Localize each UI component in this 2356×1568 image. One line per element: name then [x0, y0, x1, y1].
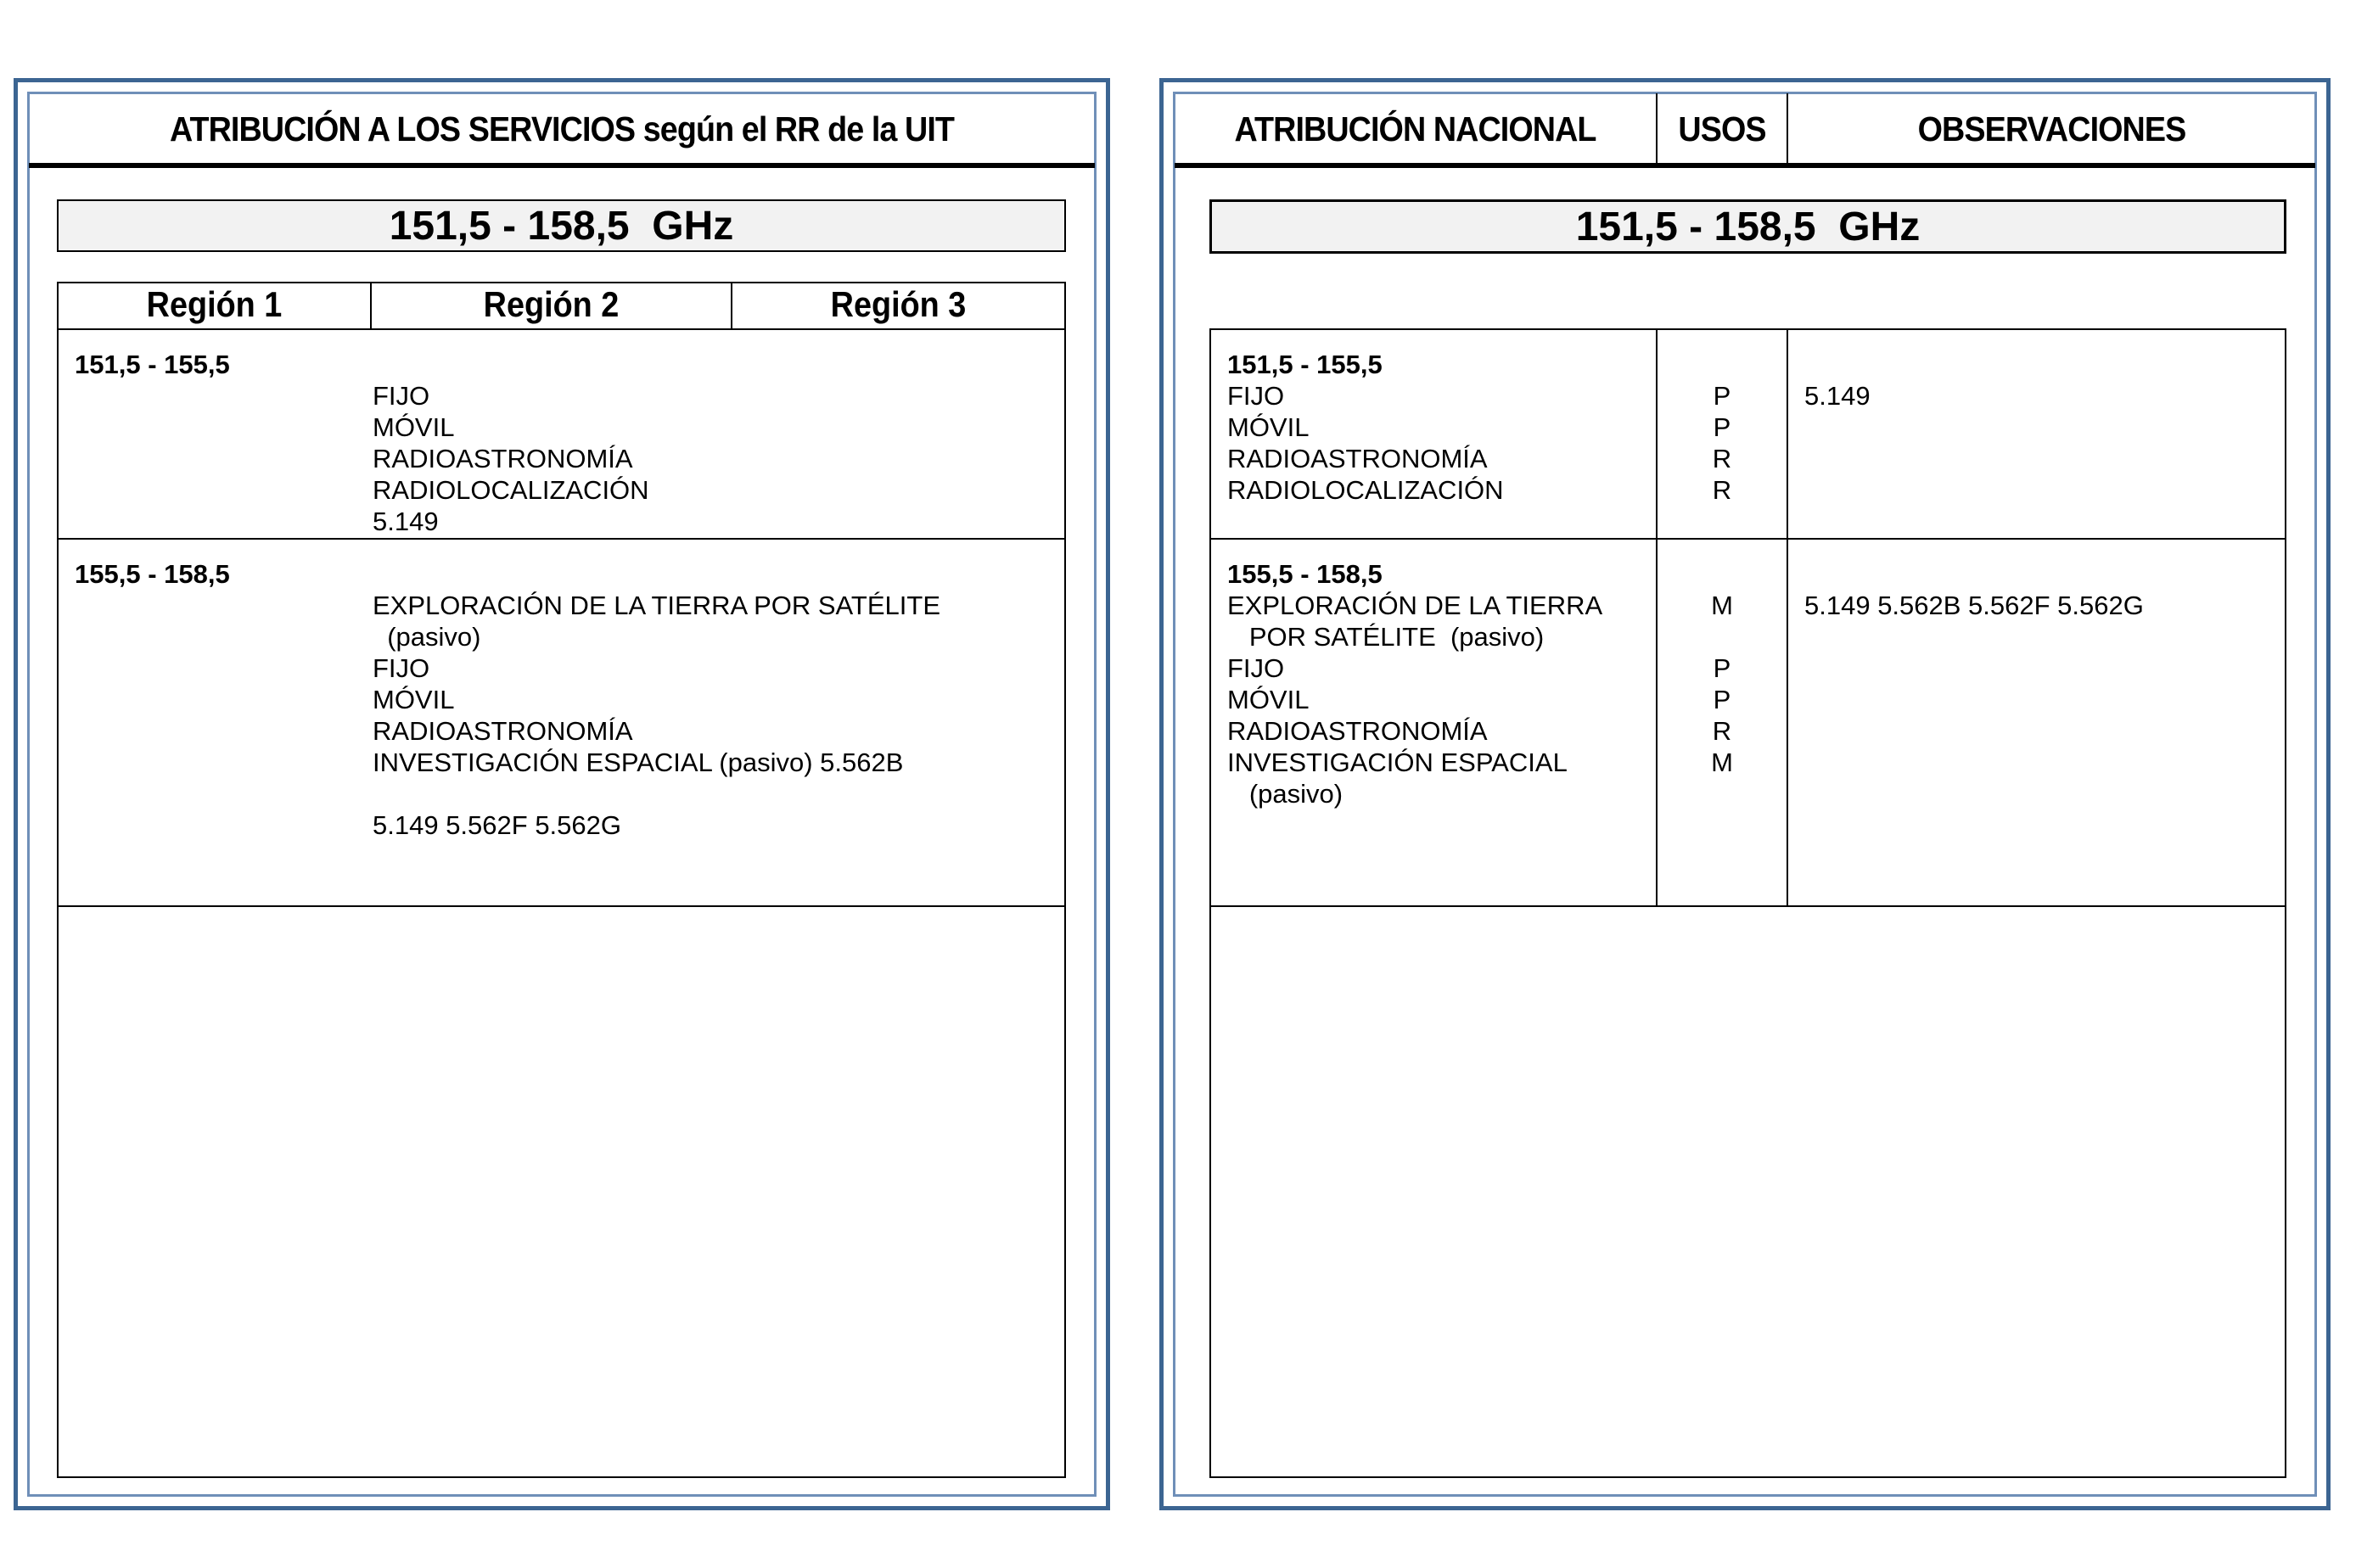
service-line: FIJO — [1227, 381, 1285, 411]
right-header-rule — [1175, 163, 2315, 168]
blank-line — [373, 778, 940, 809]
right-row-2-attribution — [1227, 558, 1602, 809]
left-row-divider-2 — [57, 905, 1066, 907]
service-line: INVESTIGACIÓN ESPACIAL — [1227, 748, 1568, 777]
service-line: INVESTIGACIÓN ESPACIAL (pasivo) 5.562B — [373, 748, 904, 777]
service-line: RADIOASTRONOMÍA — [373, 444, 633, 473]
region-divider-2 — [731, 282, 732, 329]
right-row-1-attribution — [1227, 349, 1504, 506]
uso-code — [1658, 621, 1787, 652]
service-line: (pasivo) — [373, 622, 481, 652]
uso-code: R — [1712, 475, 1732, 505]
left-band-title: 151,5 - 158,5 GHz — [57, 199, 1066, 252]
region-2-label: Región 2 — [483, 284, 620, 324]
uso-code: R — [1712, 444, 1732, 473]
service-line: POR SATÉLITE (pasivo) — [1227, 622, 1545, 652]
right-row-2-usos — [1658, 590, 1787, 778]
region-1-label: Región 1 — [146, 284, 283, 324]
service-line: MÓVIL — [1227, 412, 1310, 442]
service-line: RADIOASTRONOMÍA — [1227, 716, 1488, 746]
left-row-divider-1 — [57, 538, 1066, 540]
right-row-divider-1 — [1209, 538, 2286, 540]
service-line: RADIOASTRONOMÍA — [373, 716, 633, 746]
usos-header: USOS — [1678, 109, 1766, 148]
right-header-divider-1 — [1656, 93, 1658, 166]
service-line: EXPLORACIÓN DE LA TIERRA POR SATÉLITE — [373, 591, 940, 620]
uso-code: M — [1711, 748, 1733, 777]
frequency-range: 151,5 - 155,5 — [1227, 350, 1383, 379]
uso-code: P — [1713, 412, 1731, 442]
uso-code: M — [1711, 591, 1733, 620]
right-header-divider-2 — [1787, 93, 1788, 166]
left-header-rule — [29, 163, 1095, 168]
service-line: (pasivo) — [1227, 779, 1343, 809]
frequency-range: 155,5 - 158,5 — [1227, 559, 1383, 589]
left-block-1-services — [373, 380, 649, 537]
right-row-divider-2 — [1209, 905, 2286, 907]
footnote-line: 5.149 — [373, 507, 439, 536]
right-row-1-usos — [1658, 380, 1787, 506]
right-row-2-observaciones: 5.149 5.562B 5.562F 5.562G — [1804, 591, 2144, 620]
left-block-2-range: 155,5 - 158,5 — [75, 559, 230, 589]
right-band-title: 151,5 - 158,5 GHz — [1209, 199, 2286, 254]
uso-code: P — [1713, 685, 1731, 714]
service-line: MÓVIL — [373, 412, 455, 442]
footnote-line: 5.149 5.562F 5.562G — [373, 810, 622, 840]
region-divider-1 — [370, 282, 372, 329]
observaciones-header: OBSERVACIONES — [1917, 109, 2186, 148]
uso-code: P — [1713, 653, 1731, 683]
right-col-divider-2 — [1787, 328, 1788, 907]
left-block-2-services — [373, 590, 940, 841]
service-line: MÓVIL — [373, 685, 455, 714]
left-block-1-range: 151,5 - 155,5 — [75, 350, 230, 379]
service-line: FIJO — [373, 381, 430, 411]
left-panel-header: ATRIBUCIÓN A LOS SERVICIOS según el RR de la UIT — [169, 109, 955, 148]
service-line: FIJO — [373, 653, 430, 683]
service-line: FIJO — [1227, 653, 1285, 683]
service-line: RADIOLOCALIZACIÓN — [373, 475, 649, 505]
right-row-1-observaciones: 5.149 — [1804, 381, 1871, 411]
service-line: MÓVIL — [1227, 685, 1310, 714]
service-line: EXPLORACIÓN DE LA TIERRA — [1227, 591, 1603, 620]
uso-code: P — [1713, 381, 1731, 411]
service-line: RADIOLOCALIZACIÓN — [1227, 475, 1504, 505]
atribucion-nacional-header: ATRIBUCIÓN NACIONAL — [1234, 109, 1596, 148]
uso-code: R — [1712, 716, 1732, 746]
region-3-label: Región 3 — [830, 284, 967, 324]
service-line: RADIOASTRONOMÍA — [1227, 444, 1488, 473]
